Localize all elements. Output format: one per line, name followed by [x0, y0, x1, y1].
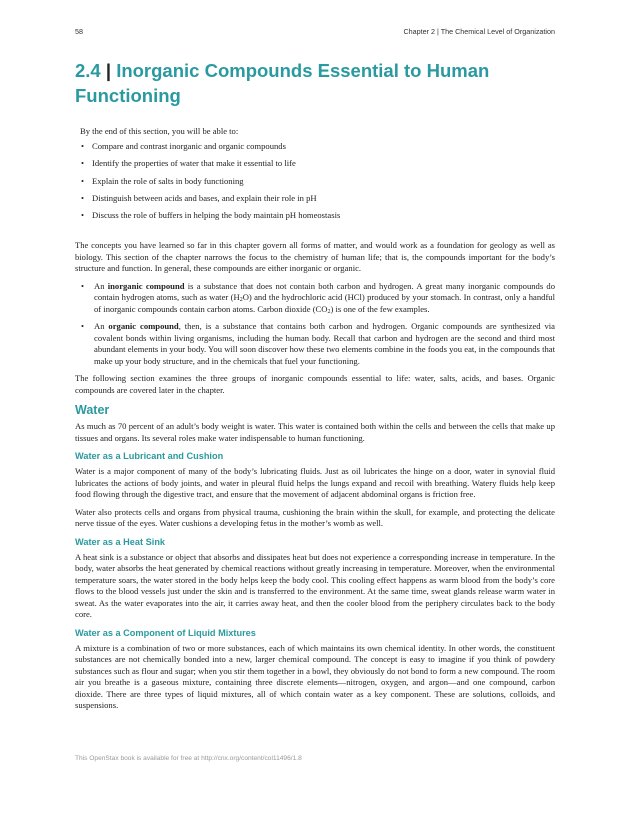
- body-content: [75, 240, 555, 718]
- heat-sink-paragraph: A heat sink is a substance or object that absorbs and dissipates heat but does not experience a corresponding increase in temperature. In the body, water absorbs the heat generated by chemical reactions without greatly increasing in temperature. Moreover, when the environmental temperature soars, the water stored in the body helps keep the body cool. This cooling effect happens as warm blood from the body’s core flows to the blood vessels just under the skin and is transferred to the environment. At the same time, sweat glands release warm water in sweat. As the water evaporates into the air, it carries away heat, and then the cooler blood from the periphery circulates back to the body core.: [75, 551, 555, 619]
- intro-paragraph: The concepts you have learned so far in this chapter govern all forms of matter, and would work as a foundation for geology as well as biology. This section of the chapter narrows the focus to the chemistry of human life; that is, the compounds important for the body’s structure and function. In general, these compounds are either inorganic or organic.: [75, 240, 555, 273]
- objective-item: • Compare and contrast inorganic and organic compounds: [92, 141, 560, 152]
- objectives-list: [80, 141, 560, 221]
- section-title-text: Inorganic Compounds Essential to Human Functioning: [75, 60, 490, 106]
- objectives-intro: By the end of this section, you will be able to:: [80, 126, 239, 136]
- heading-heat-sink: Water as a Heat Sink: [75, 536, 166, 547]
- page-number: 58: [75, 27, 83, 36]
- section-number: 2.4: [75, 60, 101, 81]
- term-organic-compound: organic compound: [108, 321, 179, 331]
- following-paragraph: The following section examines the three groups of inorganic compounds essential to life: water, salts, acids, and bases. Organic compounds are covered later in the chapter.: [75, 373, 555, 395]
- heading-lubricant: Water as a Lubricant and Cushion: [75, 451, 224, 461]
- definitions-list: [75, 281, 555, 368]
- lubricant-paragraph-1: Water is a major component of many of the body’s lubricating fluids. Just as oil lubricates the hinge on a door, water in synovial fluid lubricates the actions of body joints, and water in pleural fluid helps the lungs expand and recoil with breathing. Watery fluids help keep food flowing through the digestive tract, and ensure that the movement of adjacent abdominal organs is friction free.: [75, 466, 555, 499]
- section-title: [75, 58, 545, 108]
- heading-water: Water: [75, 403, 110, 417]
- objective-item: • Identify the properties of water that make it essential to life: [92, 158, 560, 169]
- chapter-title: Chapter 2 | The Chemical Level of Organization: [403, 27, 555, 36]
- objective-item: • Discuss the role of buffers in helping the body maintain pH homeostasis: [92, 210, 560, 221]
- definition-organic: • An organic compound, then, is a substance that contains both carbon and hydrogen. Organic compounds are synthesized via covalent bonds within living organisms, including the human body. Recall that carbon and hydrogen are the second and third most abundant elements in your body. You will soon discover how these two elements combine in the foods you eat, in the compounds that make up your body structure, and in the chemicals that fuel your functioning.: [94, 321, 555, 367]
- lubricant-paragraph-2: Water also protects cells and organs from physical trauma, cushioning the brain within the skull, for example, and protecting the delicate nerve tissue of the eyes. Water cushions a developing fetus in the mother’s womb as well.: [75, 506, 555, 528]
- objective-item: • Distinguish between acids and bases, and explain their role in pH: [92, 193, 560, 204]
- objective-item: • Explain the role of salts in body functioning: [92, 176, 560, 187]
- heading-mixtures: Water as a Component of Liquid Mixtures: [75, 627, 256, 638]
- learning-objectives: [80, 126, 560, 227]
- definition-inorganic: • An inorganic compound is a substance that does not contain both carbon and hydrogen. A great many inorganic compounds do contain hydrogen atoms, such as water $(H_2O)$ and the hydrochloric acid (HCl) produced by your stomach. In contrast, only a handful of inorganic compounds contain carbon atoms. Carbon dioxide $(CO_2)$ is one of the few examples.: [94, 281, 555, 316]
- title-separator: |: [105, 60, 112, 81]
- mixtures-paragraph: A mixture is a combination of two or more substances, each of which maintains its own chemical identity. In other words, the constituent substances are not chemically bonded into a new, larger chemical compound. The concept is easy to imagine if you think of powdery substances such as flour and sugar; when you stir them together in a bowl, they obviously do not bond to form a new compound. The room air you breathe is a gaseous mixture, containing three discrete elements—nitrogen, oxygen, and argon—and one compound, carbon dioxide. There are three types of liquid mixtures, all of which contain water as a key component. These are solutions, colloids, and suspensions.: [75, 642, 555, 710]
- term-inorganic-compound: inorganic compound: [107, 280, 185, 291]
- water-paragraph: As much as 70 percent of an adult’s body weight is water. This water is contained both within the cells and between the cells that make up tissues and organs. Its several roles make water indispensable to human functioning.: [75, 421, 555, 443]
- page-footer: This OpenStax book is available for free at http://cnx.org/content/col11496/1.8: [75, 755, 302, 762]
